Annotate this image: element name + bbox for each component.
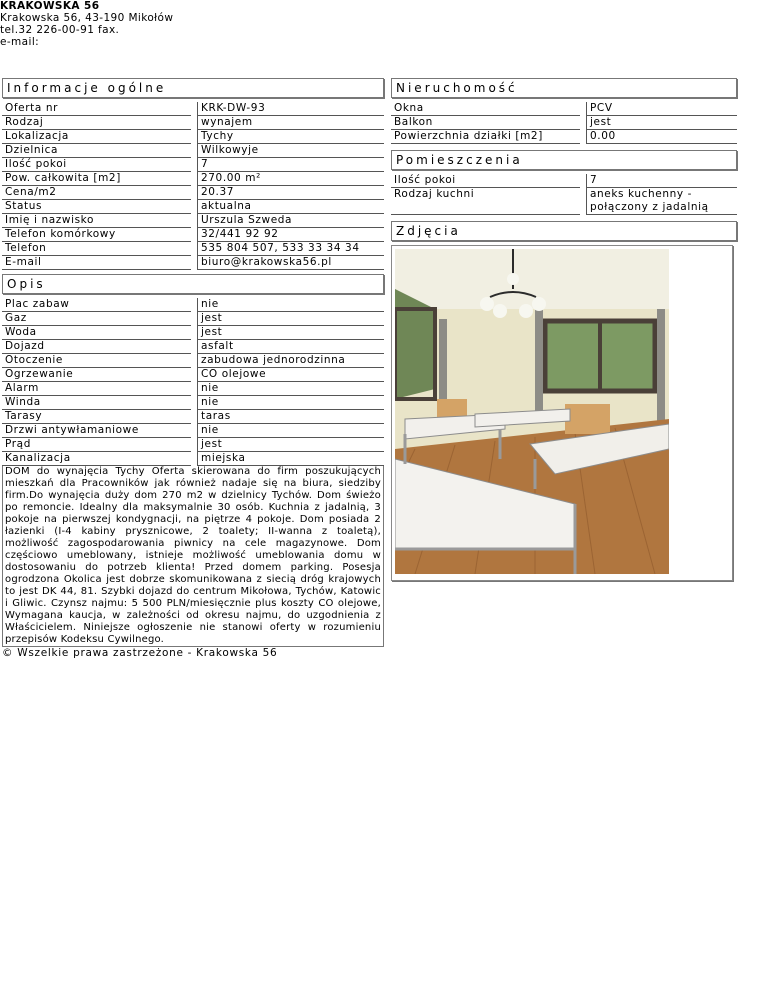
agency-email: e-mail: [0,36,40,48]
pomieszczenia-row [391,174,737,188]
room-photo-illustration [395,249,669,574]
info-label: Oferta nr [2,102,191,116]
info-row [2,200,384,214]
opis-row [2,396,384,410]
nieruchomosc-value: jest [586,116,737,130]
info-row [2,172,384,186]
opis-row [2,340,384,354]
info-value: Wilkowyje [197,144,384,158]
opis-value: nie [197,396,384,410]
section-informacje-title: Informacje ogólne [2,78,384,98]
opis-label: Alarm [2,382,191,396]
opis-label: Tarasy [2,410,191,424]
nieruchomosc-row [391,116,737,130]
opis-value: jest [197,312,384,326]
right-column [391,78,737,581]
info-label: Rodzaj [2,116,191,130]
info-value: aktualna [197,200,384,214]
opis-row [2,424,384,438]
agency-address: Krakowska 56, 43-190 Mikołów [0,12,174,24]
section-pomieszczenia-title: Pomieszczenia [391,150,737,170]
opis-label: Otoczenie [2,354,191,368]
agency-phone: tel.32 226-00-91 fax. [0,24,120,36]
opis-label: Plac zabaw [2,298,191,312]
info-row [2,116,384,130]
info-label: Cena/m2 [2,186,191,200]
info-label: Ilość pokoi [2,158,191,172]
opis-label: Drzwi antywłamaniowe [2,424,191,438]
opis-value: jest [197,438,384,452]
info-table [2,102,384,270]
info-label: Dzielnica [2,144,191,158]
nieruchomosc-row [391,130,737,144]
opis-row [2,382,384,396]
opis-label: Prąd [2,438,191,452]
nieruchomosc-row [391,102,737,116]
opis-label: Dojazd [2,340,191,354]
opis-value: zabudowa jednorodzinna [197,354,384,368]
nieruchomosc-label: Okna [391,102,580,116]
info-label: Pow. całkowita [m2] [2,172,191,186]
pomieszczenia-label: Ilość pokoi [391,174,580,188]
nieruchomosc-value: PCV [586,102,737,116]
nieruchomosc-label: Powierzchnia działki [m2] [391,130,580,144]
opis-row [2,410,384,424]
agency-name: KRAKOWSKA 56 [0,0,100,12]
opis-label: Kanalizacja [2,452,191,466]
pomieszczenia-table [391,174,737,215]
pomieszczenia-row [391,188,737,215]
opis-table [2,298,384,466]
offer-description: DOM do wynajęcia Tychy Oferta skierowana do firm poszukujących mieszkań dla Pracowników jak również nadaje się na biura, siedziby firm.Do wynajęcia duży dom 270 m2 w dzielnicy Tychów. Dom świeżo po remoncie. Idealny dla maksymalnie 30 osób. Kuchnia z jadalnią, 3 pokoje na pierwszej kondygnacji, na piętrze 4 pokoje. Dom posiada 2 łazienki (I-4 kabiny prysznicowe, 2 toalety; II-wanna z toaletą), możliwość zagospodarowania piwnicy na cele magazynowe. Dom częściowo umeblowany, istnieje możliwość umeblowania domu w dostosowaniu do potrzeb klienta! Przed domem parking. Posesja ogrodzona Okolica jest dobrze skomunikowana z siecią dróg krajowych to jest DK 44, 81. Szybki dojazd do centrum Mikołowa, Tychów, Katowic i Gliwic. Czynsz najmu: 5 500 PLN/miesięcznie plus koszty CO olejowe, Wymagana kaucja, w zależności od okresu najmu, do uzgodnienia z Właścicielem. Niniejsze ogłoszenie nie stanowi oferty w rozumieniu przepisów Kodeksu Cywilnego. [2,466,384,647]
opis-label: Winda [2,396,191,410]
info-row [2,144,384,158]
opis-row [2,298,384,312]
info-value: Urszula Szweda [197,214,384,228]
opis-row [2,354,384,368]
info-label: Telefon [2,242,191,256]
info-value: 7 [197,158,384,172]
info-value: biuro@krakowska56.pl [197,256,384,270]
info-row [2,102,384,116]
opis-value: asfalt [197,340,384,354]
nieruchomosc-label: Balkon [391,116,580,130]
section-zdjecia-title: Zdjęcia [391,221,737,241]
pomieszczenia-label: Rodzaj kuchni [391,188,580,215]
info-label: Lokalizacja [2,130,191,144]
nieruchomosc-value: 0.00 [586,130,737,144]
photo-frame [391,245,733,581]
info-label: Telefon komórkowy [2,228,191,242]
pomieszczenia-value: 7 [586,174,737,188]
opis-value: miejska [197,452,384,466]
info-row [2,242,384,256]
property-photo[interactable] [395,249,669,574]
info-row [2,186,384,200]
info-value: 20.37 [197,186,384,200]
opis-label: Woda [2,326,191,340]
info-label: E-mail [2,256,191,270]
opis-row [2,326,384,340]
opis-row [2,368,384,382]
info-value: wynajem [197,116,384,130]
info-value: 270.00 m² [197,172,384,186]
info-label: Imię i nazwisko [2,214,191,228]
opis-row [2,438,384,452]
pomieszczenia-value: aneks kuchenny - połączony z jadalnią [586,188,737,215]
info-value: KRK-DW-93 [197,102,384,116]
agency-header [0,0,173,48]
section-opis-title: Opis [2,274,384,294]
info-row [2,130,384,144]
info-value: Tychy [197,130,384,144]
info-value: 32/441 92 92 [197,228,384,242]
opis-row [2,312,384,326]
nieruchomosc-table [391,102,737,144]
opis-label: Gaz [2,312,191,326]
left-column [2,78,384,659]
opis-value: taras [197,410,384,424]
opis-value: nie [197,424,384,438]
opis-label: Ogrzewanie [2,368,191,382]
info-row [2,256,384,270]
info-value: 535 804 507, 533 33 34 34 [197,242,384,256]
opis-value: nie [197,382,384,396]
opis-value: jest [197,326,384,340]
section-nieruchomosc-title: Nieruchomość [391,78,737,98]
info-row [2,158,384,172]
footer-copyright: © Wszelkie prawa zastrzeżone - Krakowska 56 [2,647,278,659]
info-row [2,228,384,242]
info-row [2,214,384,228]
info-label: Status [2,200,191,214]
opis-value: nie [197,298,384,312]
opis-row [2,452,384,466]
opis-value: CO olejowe [197,368,384,382]
